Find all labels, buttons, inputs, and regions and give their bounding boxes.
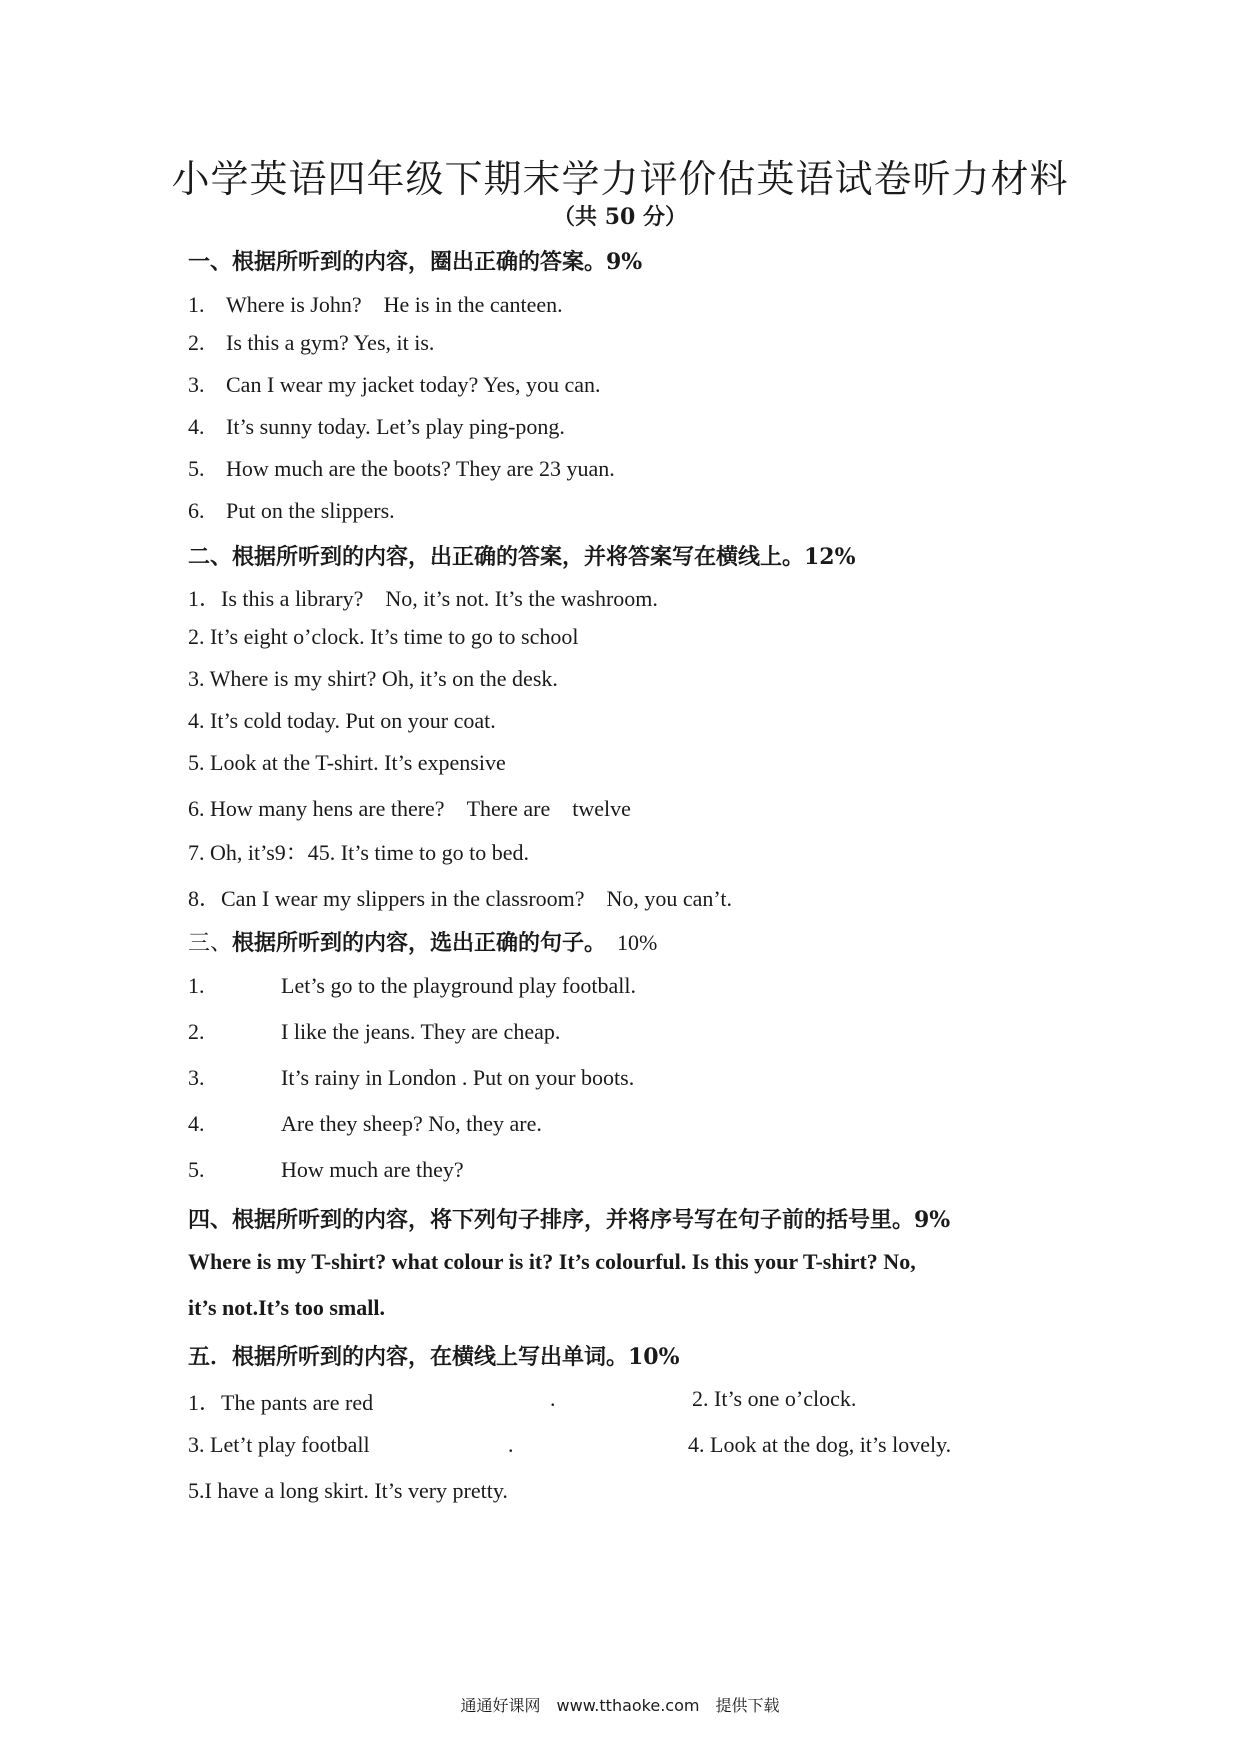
list-item: 5. Look at the T-shirt. It’s expensive bbox=[188, 750, 506, 775]
list-item: 1．The pants are red bbox=[188, 1390, 374, 1415]
section1-header: 一、根据所听到的内容，圈出正确的答案。9% bbox=[188, 249, 643, 275]
list-item: 1. Let’s go to the playground play football. bbox=[188, 973, 636, 998]
page-title: 小学英语四年级下期末学力评价估英语试卷听力材料 bbox=[171, 157, 1069, 201]
list-item: 7. Oh, it’s9：45. It’s time to go to bed. bbox=[188, 840, 529, 865]
section4-header: 四、根据所听到的内容，将下列句子排序，并将序号写在句子前的括号里。9% bbox=[188, 1207, 951, 1233]
list-item: 6. Put on the slippers. bbox=[188, 498, 395, 523]
list-item: 2. It’s eight o’clock. It’s time to go to school bbox=[188, 624, 579, 649]
section4-text-line2: it’s not.It’s too small. bbox=[188, 1295, 385, 1320]
section4-text-line1: Where is my T-shirt? what colour is it? It’s colourful. Is this your T-shirt? No, bbox=[188, 1249, 916, 1274]
list-item: 5.I have a long skirt. It’s very pretty. bbox=[188, 1478, 508, 1503]
footer-source: 通通好课网 www.tthaoke.com 提供下载 bbox=[460, 1696, 780, 1715]
list-item: 1. Where is John? He is in the canteen. bbox=[188, 292, 563, 317]
page-subtitle: （共 50 分） bbox=[553, 204, 687, 230]
list-item: 2. I like the jeans. They are cheap. bbox=[188, 1019, 561, 1044]
list-item: 1．Is this a library? No, it’s not. It’s the washroom. bbox=[188, 586, 658, 611]
list-item: 3. Can I wear my jacket today? Yes, you can. bbox=[188, 372, 601, 397]
list-item: 3. Where is my shirt? Oh, it’s on the desk. bbox=[188, 666, 558, 691]
list-item: 4. It’s sunny today. Let’s play ping-pong. bbox=[188, 414, 565, 439]
list-item: 4. Are they sheep? No, they are. bbox=[188, 1111, 542, 1136]
section2-header: 二、根据所听到的内容，出正确的答案，并将答案写在横线上。12% bbox=[188, 544, 856, 570]
list-item: 5. How much are the boots? They are 23 yuan. bbox=[188, 456, 615, 481]
list-item: 4. It’s cold today. Put on your coat. bbox=[188, 708, 496, 733]
list-item: 5. How much are they? bbox=[188, 1157, 464, 1182]
list-item: 2. Is this a gym? Yes, it is. bbox=[188, 330, 435, 355]
blank-period: . bbox=[550, 1386, 556, 1411]
list-item: 8．Can I wear my slippers in the classroom? No, you can’t. bbox=[188, 886, 732, 911]
blank-period: . bbox=[508, 1432, 514, 1457]
list-item: 6. How many hens are there? There are twelve bbox=[188, 796, 631, 821]
section5-header: 五．根据所听到的内容，在横线上写出单词。10% bbox=[188, 1344, 680, 1370]
list-item: 3. It’s rainy in London . Put on your boots. bbox=[188, 1065, 635, 1090]
list-item: 4. Look at the dog, it’s lovely. bbox=[688, 1432, 952, 1457]
list-item: 2. It’s one o’clock. bbox=[692, 1386, 857, 1411]
list-item: 3. Let’t play football bbox=[188, 1432, 370, 1457]
section3-header: 三、根据所听到的内容，选出正确的句子。 10% bbox=[188, 930, 658, 956]
